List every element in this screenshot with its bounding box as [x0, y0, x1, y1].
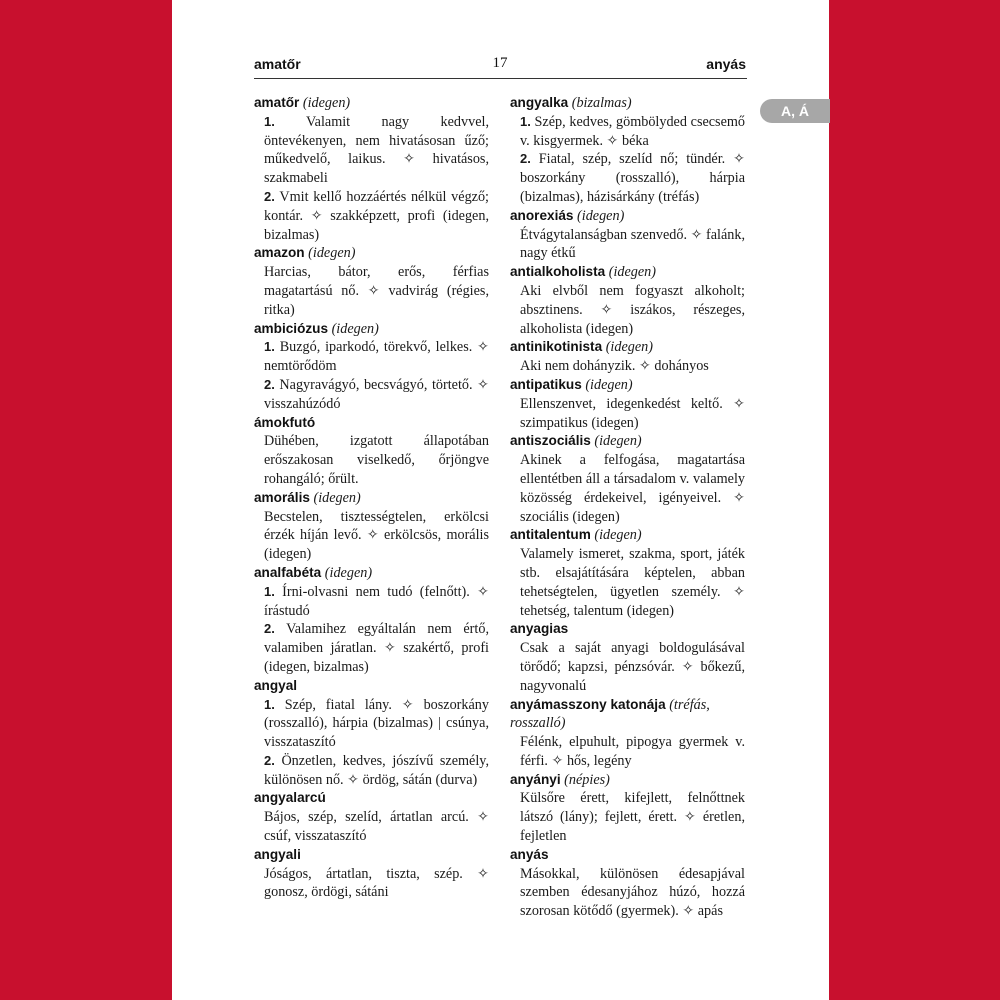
entry-headword-line [254, 94, 489, 113]
entry-definition [520, 789, 745, 845]
entry-headword-line [510, 526, 745, 545]
entry-definition [264, 696, 489, 752]
entry-headword: ámokfutó [254, 414, 316, 430]
entry-headword-line [254, 320, 489, 339]
entry-qualifier: (idegen) [313, 489, 361, 506]
dictionary-entry [510, 432, 745, 526]
entry-headword-line [510, 846, 745, 865]
definition-text: Aki nem dohányzik. ✧ dohányos [520, 358, 709, 375]
entry-qualifier: (bizalmas) [571, 95, 632, 111]
entry-headword-line [510, 94, 745, 113]
definition-text: Becstelen, tisztességtelen, erkölcsi érzék híján levő. ✧ erkölcsös, morális (idegen) [264, 508, 489, 563]
entry-qualifier: (idegen) [302, 95, 351, 111]
entry-headword: antipatikus [510, 376, 582, 392]
alphabet-tab: A, Á [760, 99, 830, 123]
header-left-word: amatőr [254, 56, 301, 72]
entry-qualifier: (idegen) [331, 320, 379, 337]
sense-number: 1. [264, 339, 275, 355]
entry-headword: angyal [254, 677, 298, 693]
entry-headword: antialkoholista [510, 264, 606, 280]
entry-definition [264, 583, 489, 621]
entry-headword-line [254, 244, 489, 263]
sense-number: 1. [264, 583, 275, 599]
dictionary-entry [510, 846, 745, 921]
entry-qualifier: (idegen) [324, 564, 373, 581]
definition-text: Félénk, elpuhult, pipogya gyermek v. férfi. ✧ hős, legény [520, 734, 745, 769]
entry-definition [264, 113, 489, 188]
dictionary-entry [254, 489, 489, 564]
definition-text: Fiatal, szép, szelíd nő; tündér. ✧ boszorkány (rosszalló), hárpia (bizalmas), házisárkány (tréfás) [520, 151, 745, 205]
dictionary-entry [510, 620, 745, 695]
definition-text: Buzgó, iparkodó, törekvő, lelkes. ✧ nemtörődöm [264, 339, 490, 375]
entry-definition [264, 338, 489, 376]
dictionary-entry [510, 526, 745, 620]
definition-text: Akinek a felfogása, magatartása ellentétben áll a társadalom v. valamely közösség érdekeivel, igényeivel. ✧ szociális (idegen) [520, 452, 745, 525]
header-rule [254, 78, 747, 79]
definition-text: Jóságos, ártatlan, tiszta, szép. ✧ gonosz, ördögi, sátáni [264, 865, 489, 901]
dictionary-entry [254, 94, 489, 244]
dictionary-entry [254, 789, 489, 845]
entry-definition [520, 451, 745, 526]
definition-text: Bájos, szép, szelíd, ártatlan arcú. ✧ csúf, visszataszító [264, 809, 489, 845]
sense-number: 1. [520, 113, 531, 129]
dictionary-entry [254, 564, 489, 677]
dictionary-entry [254, 677, 489, 790]
entry-headword: antitalentum [510, 527, 591, 543]
definition-text: Étvágytalanságban szenvedő. ✧ falánk, nagy étkű [520, 226, 746, 262]
entry-definition [520, 113, 745, 151]
entry-headword: anorexiás [510, 207, 574, 223]
entry-headword: anyányi [510, 771, 561, 787]
definition-text: Szép, fiatal lány. ✧ boszorkány (rosszalló), hárpia (bizalmas) | csúnya, visszataszító [264, 696, 489, 751]
entry-headword-line [510, 771, 745, 790]
sense-number: 2. [264, 188, 275, 204]
dictionary-entry [510, 263, 745, 338]
entry-headword: anyás [510, 846, 549, 862]
dictionary-entry [510, 94, 745, 207]
entry-headword: ambiciózus [254, 320, 329, 336]
entry-qualifier: (tréfás, rosszalló) [510, 696, 710, 732]
entry-definition [264, 376, 489, 414]
entry-definition [520, 545, 745, 620]
entry-headword: angyalarcú [254, 790, 326, 806]
dictionary-entry [254, 244, 489, 319]
entry-definition [520, 395, 745, 433]
entry-headword: analfabéta [254, 564, 322, 580]
definition-text: Ellenszenvet, idegenkedést keltő. ✧ szimpatikus (idegen) [520, 395, 745, 431]
sense-number: 2. [520, 151, 531, 167]
definition-text: Másokkal, különösen édesapjával szemben édesanyjához húzó, hozzá szorosan kötődő (gyermek). ✧ apás [520, 865, 745, 920]
entry-headword-line [254, 789, 489, 808]
header-right-word: anyás [706, 56, 746, 72]
entry-headword-line [510, 620, 745, 639]
entry-qualifier: (népies) [564, 771, 610, 788]
entry-definition [264, 752, 489, 790]
sense-number: 1. [264, 113, 275, 129]
entry-headword-line [254, 677, 489, 696]
entry-headword: anyámasszony katonája [510, 696, 666, 712]
entry-qualifier: (idegen) [594, 433, 642, 450]
entry-definition [520, 733, 745, 771]
dictionary-entry [510, 338, 745, 376]
entry-qualifier: (idegen) [577, 207, 625, 224]
definition-text: Valamit nagy kedvvel, öntevékenyen, nem hivatásosan űző; műkedvelő, laikus. ✧ hivatásos, szakmabeli [264, 113, 489, 187]
entry-definition [264, 808, 489, 846]
entry-definition [264, 508, 489, 564]
entry-headword-line [254, 414, 489, 433]
entry-headword: angyalka [510, 95, 569, 110]
dictionary-entry [254, 320, 489, 414]
dictionary-entry [510, 771, 745, 846]
entry-definition [520, 226, 745, 264]
entry-headword: amorális [254, 489, 310, 505]
definition-text: Csak a saját anyagi boldogulásával törődő; kapzsi, pénzsóvár. ✧ bőkezű, nagyvonalú [520, 640, 745, 694]
entry-definition [264, 432, 489, 488]
dictionary-entry [254, 414, 489, 489]
dictionary-entry [510, 696, 745, 771]
dictionary-entry [510, 207, 745, 263]
entry-headword: amazon [254, 245, 305, 261]
entry-headword-line [254, 564, 489, 583]
entry-headword-line [510, 263, 745, 282]
dictionary-entry [510, 376, 745, 432]
sense-number: 1. [264, 696, 275, 712]
entry-headword-line [510, 207, 745, 226]
entry-definition [264, 263, 489, 319]
definition-text: Önzetlen, kedves, jószívű személy, különösen nő. ✧ ördög, sátán (durva) [264, 752, 489, 788]
entry-headword: amatőr [254, 95, 300, 110]
entry-definition [520, 357, 745, 376]
entry-headword-line [510, 432, 745, 451]
entry-headword-line [510, 338, 745, 357]
sense-number: 2. [264, 621, 275, 637]
definition-text: Szép, kedves, gömbölyded csecsemő v. kisgyermek. ✧ béka [520, 113, 746, 149]
entry-headword-line [254, 489, 489, 508]
definition-text: Külsőre érett, kifejlett, felnőttnek látszó (lány); fejlett, érett. ✧ éretlen, fejletlen [520, 790, 745, 845]
definition-text: Valamely ismeret, szakma, sport, játék stb. elsajátítására képtelen, abban tehetségtelen, ügyetlen személy. ✧ tehetség, talentum (idegen) [520, 546, 745, 619]
entry-qualifier: (idegen) [605, 339, 653, 356]
definition-text: Írni-olvasni nem tudó (felnőtt). ✧ írástudó [264, 583, 489, 619]
entry-headword: antinikotinista [510, 339, 603, 355]
entry-headword: anyagias [510, 621, 569, 637]
entry-definition [264, 188, 489, 244]
page-number: 17 [492, 55, 508, 71]
entry-qualifier: (idegen) [308, 245, 356, 262]
entry-headword-line [510, 376, 745, 395]
left-column [254, 94, 489, 902]
right-column [510, 94, 745, 921]
entry-definition [520, 865, 745, 921]
sense-number: 2. [264, 752, 275, 768]
entry-qualifier: (idegen) [608, 264, 657, 281]
definition-text: Vmit kellő hozzáértés nélkül végző; kontár. ✧ szakképzett, profi (idegen, bizalmas) [264, 188, 489, 243]
definition-text: Valamihez egyáltalán nem értő, valamiben járatlan. ✧ szakértő, profi (idegen, bizalmas) [264, 621, 489, 675]
definition-text: Nagyravágyó, becsvágyó, törtető. ✧ visszahúzódó [264, 376, 490, 412]
entry-qualifier: (idegen) [594, 527, 642, 544]
entry-definition [520, 282, 745, 338]
entry-definition [264, 620, 489, 676]
dictionary-entry [254, 846, 489, 902]
entry-qualifier: (idegen) [585, 376, 633, 393]
entry-headword-line [510, 696, 745, 734]
sense-number: 2. [264, 376, 275, 392]
entry-definition [264, 865, 489, 903]
definition-text: Dühében, izgatott állapotában erőszakosan viselkedő, őrjöngve rohangáló; őrült. [264, 433, 489, 487]
entry-headword: antiszociális [510, 433, 591, 449]
entry-definition [520, 150, 745, 206]
definition-text: Harcias, bátor, erős, férfias magatartású nő. ✧ vadvirág (régies, ritka) [264, 264, 489, 318]
entry-definition [520, 639, 745, 695]
definition-text: Aki elvből nem fogyaszt alkoholt; absztinens. ✧ iszákos, részeges, alkoholista (idegen) [520, 282, 745, 337]
entry-headword: angyali [254, 846, 301, 862]
entry-headword-line [254, 846, 489, 865]
running-header [254, 56, 746, 78]
